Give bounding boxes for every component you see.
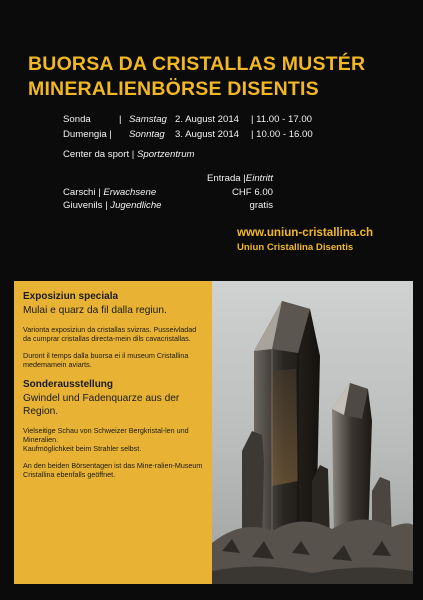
organizer-name: Uniun Cristallina Disentis [237, 242, 354, 253]
paragraph: An den beiden Börsentagen ist das Mine-ralien-Museum Cristallina ebenfalls geöffnet. [23, 460, 203, 480]
fees-header-german: Eintritt [245, 173, 273, 184]
heading-romansh: Exposiziun speciala [23, 291, 119, 302]
paragraph: Vielseitige Schau von Schweizer Bergkristal-len und Mineralien. [23, 425, 189, 445]
fees-header [63, 172, 273, 186]
info-box [14, 281, 212, 584]
date: 3. August 2014 [175, 129, 240, 140]
fee-label-romansh: Carschi [63, 186, 96, 198]
fee-row [63, 199, 273, 213]
day-romansh: Dumengia | [63, 129, 112, 140]
fee-label-german: Erwachsene [103, 186, 157, 198]
lead-german: Gwindel und Fadenquarze aus der Region. [23, 392, 180, 417]
title-romansh: BUORSA DA CRISTALLAS MUSTÉR [28, 53, 366, 75]
schedule-row [63, 112, 331, 127]
venue-german: Sportzentrum [136, 149, 195, 160]
admission-fees [63, 172, 273, 213]
fees-header-romansh: Entrada | [207, 173, 246, 184]
day-romansh: Sonda [63, 114, 91, 125]
venue [63, 149, 195, 160]
paragraph: Varionta exposiziun da cristallas svizras. Pusseivladad da cumprar cristallas directa-mein dils cavacristallas. [23, 325, 197, 344]
separator: | [119, 114, 122, 125]
day-german: Sonntag [129, 129, 165, 140]
poster-header [0, 0, 423, 268]
smoky-quartz-image [212, 281, 413, 584]
opening-hours: | 10.00 - 16.00 [251, 129, 313, 140]
paragraph: Kaufmöglichkeit beim Strahler selbst. [23, 444, 142, 454]
separator: | [102, 200, 111, 211]
venue-romansh: Center da sport | [63, 149, 137, 160]
opening-hours: | 11.00 - 17.00 [251, 114, 312, 125]
date: 2. August 2014 [175, 114, 240, 125]
lead-romansh: Mulai e quarz da fil dalla regiun. [23, 305, 167, 316]
day-german: Samstag [129, 114, 167, 125]
separator: | [95, 186, 104, 198]
title-german: MINERALIENBÖRSE DISENTIS [28, 78, 319, 100]
schedule [63, 112, 331, 142]
fee-label-german: Jugendliche [110, 200, 162, 211]
fee-value: gratis [249, 200, 273, 211]
heading-german: Sonderausstellung [23, 378, 114, 390]
schedule-row [63, 127, 331, 142]
fee-row [63, 186, 273, 200]
fee-label-romansh: Giuvenils [63, 200, 103, 211]
crystal-photo [212, 281, 413, 584]
event-title [28, 52, 408, 102]
website-link[interactable]: www.uniun-cristallina.ch [237, 226, 374, 239]
fee-value: CHF 6.00 [231, 186, 273, 198]
paragraph: Duront il temps dalla buorsa ei il museum Cristallina medemamein aviarts. [23, 350, 189, 370]
